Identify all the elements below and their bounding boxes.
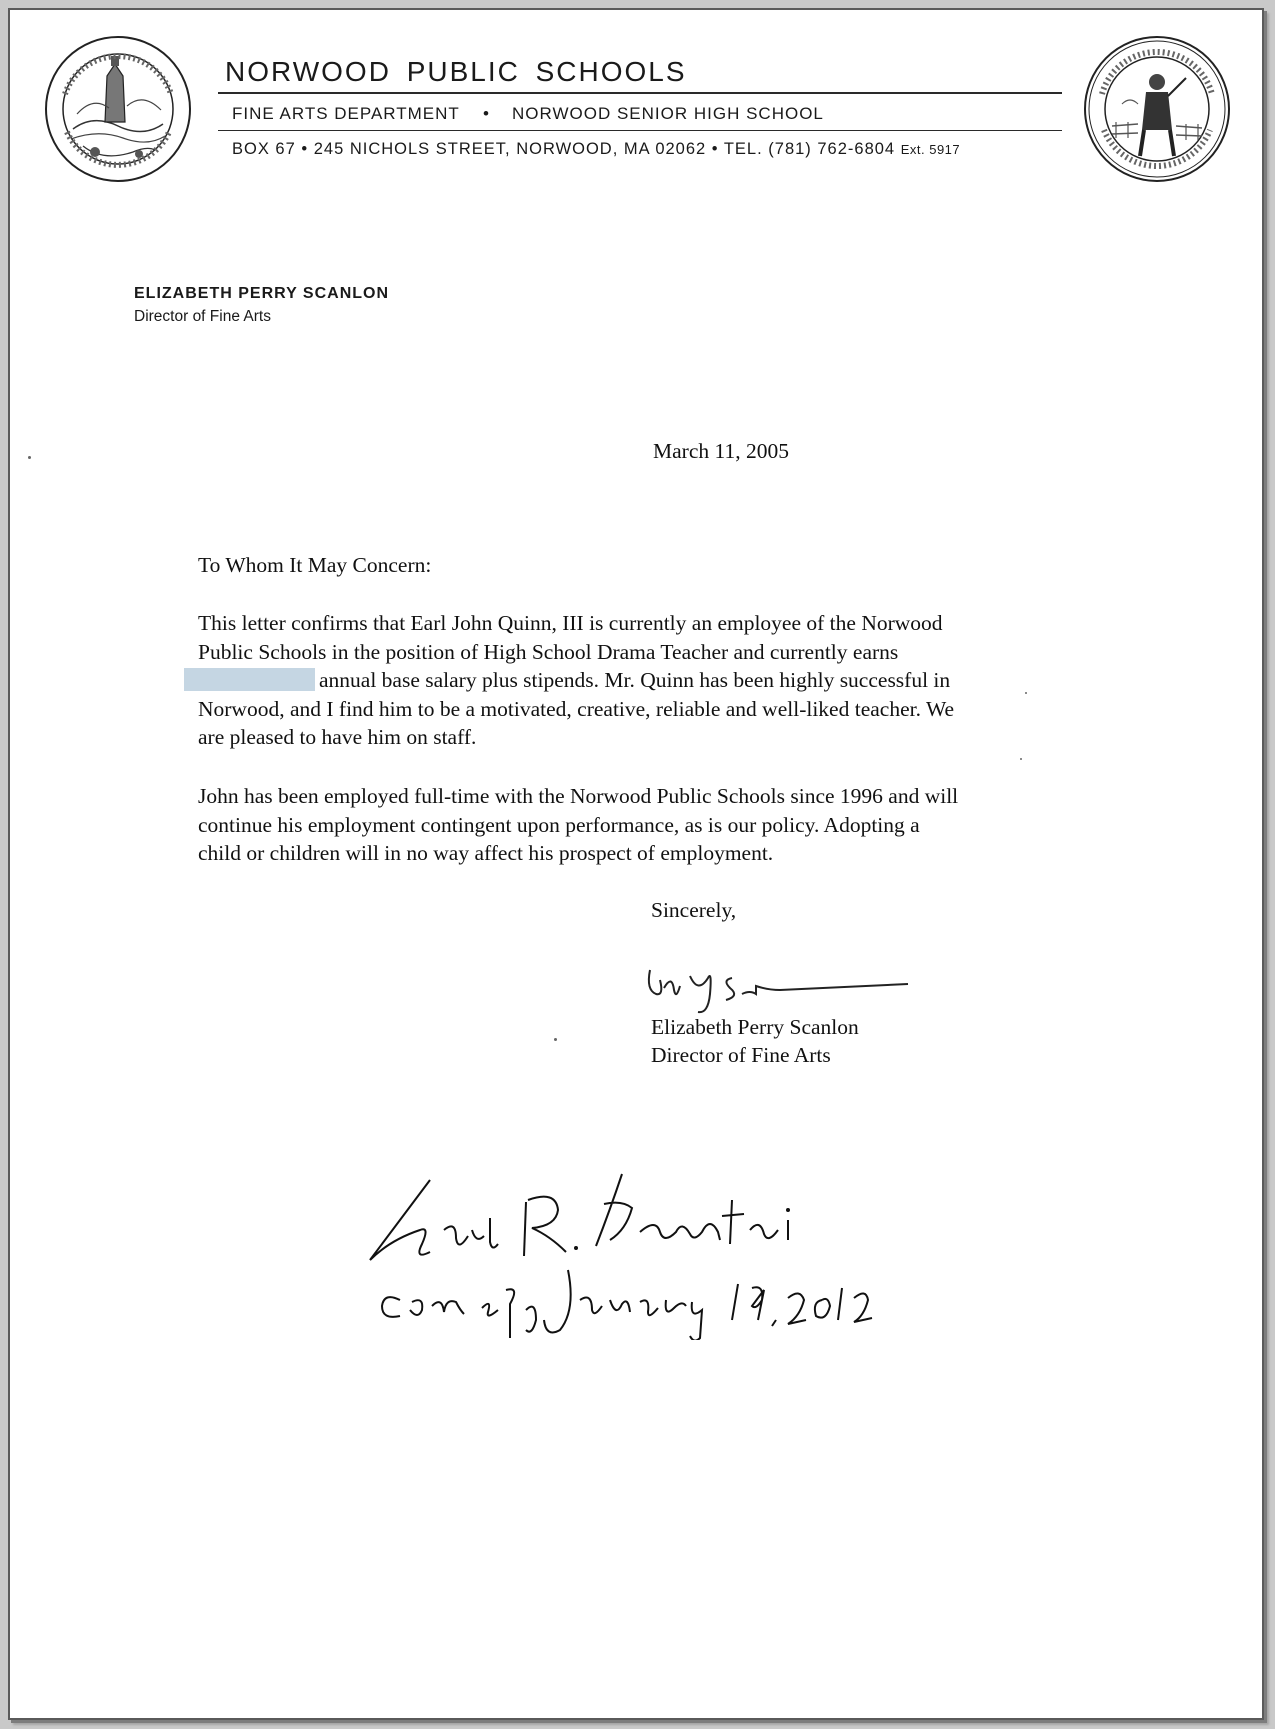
letter-date: March 11, 2005 <box>653 439 789 463</box>
scan-speck <box>1025 692 1027 694</box>
phone-extension: Ext. 5917 <box>900 142 961 157</box>
address-text: BOX 67 • 245 NICHOLS STREET, NORWOOD, MA 02062 • TEL. (781) 762-6804 <box>232 140 896 158</box>
paragraph-line: This letter confirms that Earl John Quinn, III is currently an employee of the Norwood <box>198 611 943 635</box>
paragraph-line: are pleased to have him on staff. <box>198 725 477 749</box>
paragraph-line: continue his employment contingent upon performance, as is our policy. Adopting a <box>198 812 920 837</box>
letterhead-separator: • <box>483 104 490 123</box>
organization-name: NORWOOD PUBLIC SCHOOLS <box>225 56 687 87</box>
school-name: NORWOOD SENIOR HIGH SCHOOL <box>512 104 824 123</box>
scan-speck <box>28 456 31 459</box>
body-paragraph-2 <box>198 782 1128 868</box>
paragraph-line-text: annual base salary plus stipends. Mr. Quinn has been highly successful in <box>319 668 951 692</box>
letter-page <box>8 8 1264 1720</box>
letterhead-rule-bottom <box>218 130 1062 131</box>
notary-signature <box>360 1160 920 1340</box>
scan-speck <box>1020 758 1022 760</box>
sender-title: Director of Fine Arts <box>134 308 271 325</box>
closing: Sincerely, <box>651 898 737 922</box>
body-paragraph-1 <box>198 609 1128 752</box>
scan-speck <box>554 1038 557 1041</box>
salutation: To Whom It May Concern: <box>198 553 432 577</box>
letterhead-address <box>232 140 960 159</box>
paragraph-line <box>198 666 1128 695</box>
school-seal-icon <box>43 34 193 184</box>
redacted-salary <box>184 668 315 691</box>
paragraph-line: Public Schools in the position of High School Drama Teacher and currently earns <box>198 639 899 664</box>
sender-name: ELIZABETH PERRY SCANLON <box>134 285 390 302</box>
director-signature <box>638 950 918 1020</box>
paragraph-line: Norwood, and I find him to be a motivated, creative, reliable and well-liked teacher. We <box>198 696 955 721</box>
paragraph-line: child or children will in no way affect his prospect of employment. <box>198 841 774 865</box>
department-name: FINE ARTS DEPARTMENT <box>232 104 460 123</box>
signatory-title: Director of Fine Arts <box>651 1043 831 1067</box>
town-seal-icon <box>1082 34 1232 184</box>
paragraph-line: John has been employed full-time with the Norwood Public Schools since 1996 and will <box>198 784 959 808</box>
letterhead-rule-top <box>218 92 1062 94</box>
signatory-name: Elizabeth Perry Scanlon <box>651 1015 859 1039</box>
